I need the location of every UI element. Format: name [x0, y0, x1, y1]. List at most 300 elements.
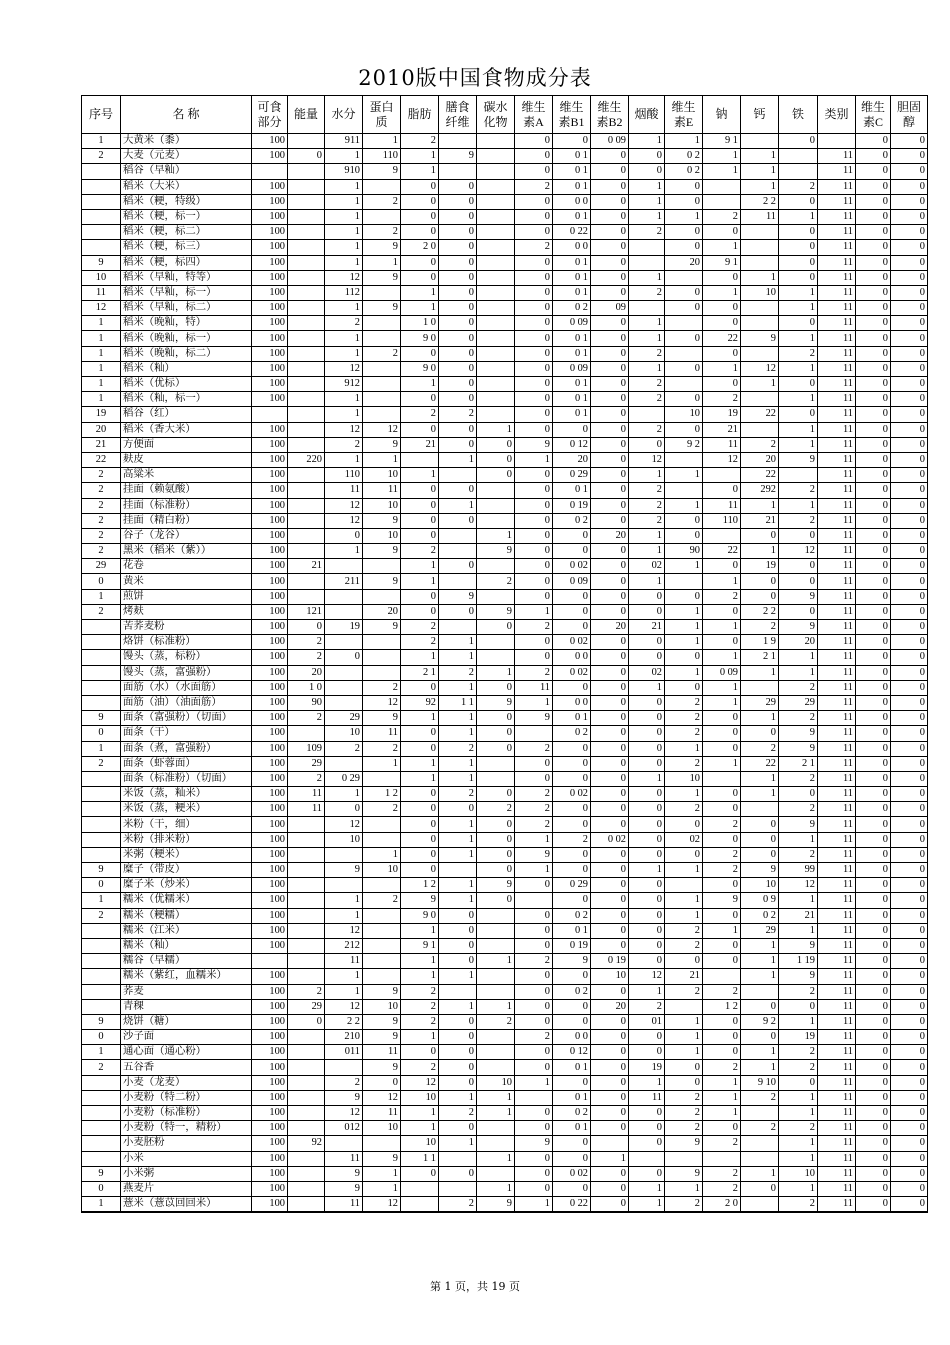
value-cell: 1 — [741, 377, 779, 392]
value-cell: 1 — [401, 969, 439, 984]
table-row — [82, 134, 928, 149]
value-cell: 0 — [891, 301, 928, 316]
value-cell: 0 — [591, 270, 629, 285]
food-name-cell: 稻米（早籼，特等） — [121, 270, 252, 285]
value-cell: 2 — [515, 240, 553, 255]
value-cell: 2 — [515, 665, 553, 680]
value-cell: 1 — [363, 756, 401, 771]
column-header: 钠 — [703, 96, 741, 134]
value-cell: 1 — [515, 832, 553, 847]
value-cell: 0 0 — [553, 240, 591, 255]
value-cell: 0 — [891, 149, 928, 164]
table-row — [82, 483, 928, 498]
value-cell: 1 — [401, 923, 439, 938]
value-cell: 11 — [818, 164, 856, 179]
value-cell — [477, 589, 515, 604]
value-cell — [741, 1106, 779, 1121]
value-cell — [779, 149, 818, 164]
value-cell: 0 — [515, 301, 553, 316]
value-cell: 0 — [891, 528, 928, 543]
value-cell: 9 — [665, 1166, 703, 1181]
row-number-cell: 2 — [82, 498, 121, 513]
value-cell: 0 — [779, 1075, 818, 1090]
value-cell: 12 — [629, 969, 665, 984]
table-row — [82, 620, 928, 635]
row-number-cell — [82, 787, 121, 802]
value-cell: 1 — [401, 711, 439, 726]
value-cell: 0 — [629, 1030, 665, 1045]
value-cell: 0 — [665, 847, 703, 862]
value-cell: 2 — [629, 498, 665, 513]
value-cell: 12 — [779, 544, 818, 559]
value-cell — [363, 771, 401, 786]
value-cell: 0 — [591, 893, 629, 908]
value-cell: 100 — [252, 1060, 288, 1075]
value-cell: 0 — [515, 756, 553, 771]
table-row — [82, 817, 928, 832]
value-cell: 1 — [779, 1014, 818, 1029]
value-cell: 2 — [665, 695, 703, 710]
value-cell: 1 — [591, 1151, 629, 1166]
value-cell — [288, 969, 325, 984]
value-cell: 0 — [515, 923, 553, 938]
value-cell — [477, 225, 515, 240]
value-cell: 1 — [665, 741, 703, 756]
value-cell — [288, 589, 325, 604]
value-cell: 1 — [665, 209, 703, 224]
value-cell — [288, 316, 325, 331]
value-cell — [665, 878, 703, 893]
value-cell: 0 — [591, 771, 629, 786]
column-header: 名 称 — [121, 96, 252, 134]
table-row — [82, 604, 928, 619]
value-cell: 02 — [629, 559, 665, 574]
value-cell: 0 — [856, 954, 891, 969]
row-number-cell: 12 — [82, 301, 121, 316]
value-cell: 1 — [665, 604, 703, 619]
value-cell: 0 — [891, 680, 928, 695]
value-cell: 2 — [439, 741, 477, 756]
value-cell: 0 19 — [553, 498, 591, 513]
value-cell: 100 — [252, 726, 288, 741]
food-name-cell: 苦荞麦粉 — [121, 620, 252, 635]
value-cell: 0 — [515, 270, 553, 285]
value-cell — [477, 270, 515, 285]
row-number-cell: 2 — [82, 604, 121, 619]
value-cell: 1 — [629, 361, 665, 376]
value-cell: 1 — [703, 240, 741, 255]
value-cell: 0 2 — [553, 984, 591, 999]
value-cell: 1 — [629, 544, 665, 559]
value-cell: 0 — [553, 847, 591, 862]
value-cell: 1 — [363, 134, 401, 149]
value-cell: 2 — [665, 1121, 703, 1136]
value-cell: 1 — [477, 528, 515, 543]
value-cell — [363, 179, 401, 194]
value-cell: 0 — [891, 407, 928, 422]
value-cell: 0 — [703, 346, 741, 361]
value-cell: 11 — [818, 255, 856, 270]
value-cell — [363, 665, 401, 680]
value-cell: 11 — [818, 680, 856, 695]
value-cell: 1 — [703, 650, 741, 665]
value-cell: 0 — [439, 285, 477, 300]
value-cell: 10 — [363, 1121, 401, 1136]
row-number-cell: 1 — [82, 377, 121, 392]
value-cell: 2 — [401, 407, 439, 422]
value-cell: 0 — [515, 194, 553, 209]
value-cell: 0 — [891, 240, 928, 255]
value-cell: 100 — [252, 1121, 288, 1136]
value-cell: 0 — [665, 225, 703, 240]
value-cell: 20 — [591, 528, 629, 543]
value-cell: 9 — [439, 589, 477, 604]
value-cell: 19 — [741, 559, 779, 574]
value-cell: 1 — [779, 285, 818, 300]
value-cell: 0 — [891, 589, 928, 604]
value-cell: 0 — [629, 756, 665, 771]
value-cell: 1 — [703, 285, 741, 300]
value-cell — [629, 1151, 665, 1166]
row-number-cell: 20 — [82, 422, 121, 437]
value-cell: 0 — [779, 270, 818, 285]
value-cell: 0 — [477, 741, 515, 756]
value-cell: 0 — [891, 1166, 928, 1181]
value-cell: 9 — [363, 620, 401, 635]
value-cell: 0 — [856, 285, 891, 300]
value-cell — [703, 969, 741, 984]
value-cell — [741, 422, 779, 437]
row-number-cell: 2 — [82, 528, 121, 543]
value-cell: 11 — [818, 604, 856, 619]
food-name-cell: 稻米（晚籼，标二） — [121, 346, 252, 361]
value-cell — [477, 361, 515, 376]
value-cell: 11 — [818, 301, 856, 316]
value-cell — [288, 544, 325, 559]
value-cell: 0 — [515, 969, 553, 984]
value-cell: 11 — [818, 1075, 856, 1090]
table-row — [82, 164, 928, 179]
value-cell: 0 22 — [553, 1197, 591, 1213]
value-cell: 0 29 — [553, 468, 591, 483]
value-cell: 0 12 — [553, 437, 591, 452]
value-cell: 11 — [741, 209, 779, 224]
table-row — [82, 893, 928, 908]
value-cell: 9 — [779, 620, 818, 635]
value-cell — [629, 240, 665, 255]
value-cell: 1 — [477, 665, 515, 680]
value-cell — [665, 483, 703, 498]
value-cell: 0 — [401, 1166, 439, 1181]
row-number-cell: 1 — [82, 893, 121, 908]
value-cell: 21 — [629, 620, 665, 635]
value-cell: 9 — [515, 711, 553, 726]
value-cell: 0 — [591, 240, 629, 255]
value-cell: 9 — [477, 878, 515, 893]
value-cell: 0 1 — [553, 331, 591, 346]
value-cell: 0 — [553, 969, 591, 984]
value-cell: 0 — [629, 711, 665, 726]
value-cell: 12 — [325, 422, 363, 437]
value-cell: 2 — [325, 316, 363, 331]
value-cell: 10 — [401, 1136, 439, 1151]
value-cell: 10 — [363, 863, 401, 878]
value-cell: 211 — [325, 574, 363, 589]
value-cell: 0 — [856, 1090, 891, 1105]
value-cell: 12 — [325, 923, 363, 938]
value-cell — [288, 437, 325, 452]
value-cell: 0 — [891, 771, 928, 786]
value-cell: 1 — [779, 923, 818, 938]
value-cell: 0 — [665, 1075, 703, 1090]
value-cell: 0 — [856, 179, 891, 194]
value-cell: 0 — [553, 863, 591, 878]
value-cell: 0 29 — [553, 878, 591, 893]
value-cell: 0 — [779, 240, 818, 255]
value-cell: 0 — [401, 498, 439, 513]
value-cell: 1 — [401, 301, 439, 316]
value-cell: 11 — [818, 1106, 856, 1121]
value-cell: 100 — [252, 437, 288, 452]
value-cell: 2 — [629, 285, 665, 300]
value-cell: 11 — [818, 832, 856, 847]
value-cell: 2 — [779, 771, 818, 786]
value-cell: 1 — [439, 711, 477, 726]
value-cell: 0 — [856, 863, 891, 878]
row-number-cell — [82, 164, 121, 179]
value-cell: 1 2 — [401, 878, 439, 893]
table-row — [82, 437, 928, 452]
value-cell — [363, 832, 401, 847]
value-cell: 0 — [515, 635, 553, 650]
value-cell: 1 — [439, 498, 477, 513]
food-name-cell: 面条（煮，富强粉） — [121, 741, 252, 756]
value-cell: 0 — [515, 559, 553, 574]
value-cell: 0 — [741, 574, 779, 589]
value-cell: 100 — [252, 665, 288, 680]
value-cell: 0 — [856, 999, 891, 1014]
value-cell: 1 — [401, 377, 439, 392]
value-cell: 0 — [741, 589, 779, 604]
value-cell: 11 — [818, 620, 856, 635]
value-cell: 1 — [477, 1151, 515, 1166]
value-cell: 9 — [363, 1060, 401, 1075]
value-cell: 1 — [629, 270, 665, 285]
value-cell — [288, 134, 325, 149]
value-cell: 2 — [363, 225, 401, 240]
table-row — [82, 422, 928, 437]
value-cell: 0 — [856, 225, 891, 240]
value-cell: 2 — [439, 1106, 477, 1121]
value-cell: 100 — [252, 1030, 288, 1045]
value-cell: 2 — [515, 787, 553, 802]
value-cell: 12 — [325, 361, 363, 376]
food-name-cell: 燕麦片 — [121, 1181, 252, 1196]
column-header: 维生素B2 — [591, 96, 629, 134]
value-cell: 0 — [439, 179, 477, 194]
value-cell: 11 — [703, 498, 741, 513]
value-cell: 0 — [629, 787, 665, 802]
value-cell: 100 — [252, 483, 288, 498]
food-name-cell: 薏米（薏苡回回米） — [121, 1197, 252, 1213]
value-cell — [439, 528, 477, 543]
value-cell: 11 — [288, 787, 325, 802]
value-cell: 0 — [288, 620, 325, 635]
value-cell — [288, 255, 325, 270]
value-cell: 1 — [665, 134, 703, 149]
value-cell: 0 1 — [553, 149, 591, 164]
value-cell: 0 — [591, 665, 629, 680]
value-cell: 0 1 — [553, 1121, 591, 1136]
value-cell: 0 — [591, 741, 629, 756]
value-cell: 0 — [856, 468, 891, 483]
value-cell: 0 — [553, 604, 591, 619]
value-cell — [363, 285, 401, 300]
value-cell: 9 — [553, 954, 591, 969]
value-cell: 11 — [818, 1151, 856, 1166]
value-cell: 0 — [779, 194, 818, 209]
value-cell: 100 — [252, 134, 288, 149]
row-number-cell: 0 — [82, 574, 121, 589]
value-cell: 1 — [325, 452, 363, 467]
value-cell: 1 — [629, 680, 665, 695]
value-cell: 0 — [553, 620, 591, 635]
value-cell: 11 — [818, 452, 856, 467]
value-cell: 0 0 — [553, 1030, 591, 1045]
value-cell: 0 — [439, 604, 477, 619]
value-cell: 0 — [741, 1030, 779, 1045]
value-cell: 0 — [665, 331, 703, 346]
value-cell: 212 — [325, 938, 363, 953]
value-cell: 0 — [703, 377, 741, 392]
value-cell — [288, 498, 325, 513]
value-cell: 0 — [703, 1045, 741, 1060]
value-cell — [779, 468, 818, 483]
food-name-cell: 小麦粉（特一，精粉） — [121, 1121, 252, 1136]
value-cell: 9 1 — [401, 938, 439, 953]
value-cell: 12 — [779, 878, 818, 893]
value-cell — [477, 756, 515, 771]
value-cell: 0 — [856, 756, 891, 771]
value-cell: 0 — [591, 422, 629, 437]
value-cell: 0 — [891, 863, 928, 878]
value-cell: 2 — [703, 589, 741, 604]
food-name-cell: 稻米（晚籼，特） — [121, 316, 252, 331]
value-cell: 10 — [741, 878, 779, 893]
value-cell: 1 — [401, 954, 439, 969]
value-cell: 100 — [252, 1075, 288, 1090]
value-cell: 11 — [818, 954, 856, 969]
value-cell: 0 — [856, 589, 891, 604]
value-cell: 0 — [629, 149, 665, 164]
value-cell: 1 — [629, 134, 665, 149]
value-cell — [665, 1151, 703, 1166]
value-cell: 0 — [891, 726, 928, 741]
value-cell: 1 — [439, 452, 477, 467]
value-cell — [288, 1075, 325, 1090]
value-cell: 0 — [591, 346, 629, 361]
value-cell: 0 — [856, 437, 891, 452]
value-cell: 20 — [591, 620, 629, 635]
value-cell: 0 — [856, 209, 891, 224]
value-cell: 0 — [856, 377, 891, 392]
value-cell: 2 — [779, 179, 818, 194]
value-cell: 1 — [665, 559, 703, 574]
value-cell: 0 — [665, 179, 703, 194]
row-number-cell: 1 — [82, 589, 121, 604]
value-cell: 2 1 — [401, 665, 439, 680]
value-cell: 100 — [252, 620, 288, 635]
value-cell — [439, 468, 477, 483]
value-cell: 0 — [401, 483, 439, 498]
value-cell: 100 — [252, 559, 288, 574]
value-cell: 11 — [818, 863, 856, 878]
value-cell: 20 — [779, 635, 818, 650]
value-cell: 1 — [779, 498, 818, 513]
value-cell: 0 — [741, 832, 779, 847]
value-cell — [325, 878, 363, 893]
value-cell: 0 — [439, 1121, 477, 1136]
value-cell: 0 — [703, 559, 741, 574]
value-cell: 1 — [779, 832, 818, 847]
value-cell: 0 — [891, 544, 928, 559]
value-cell: 0 — [856, 513, 891, 528]
value-cell — [477, 377, 515, 392]
value-cell: 21 — [401, 437, 439, 452]
value-cell: 10 — [665, 771, 703, 786]
value-cell: 20 — [665, 255, 703, 270]
food-name-cell: 稻米（香大米） — [121, 422, 252, 437]
value-cell: 0 — [553, 893, 591, 908]
value-cell: 22 — [703, 544, 741, 559]
row-number-cell: 2 — [82, 756, 121, 771]
value-cell: 29 — [741, 923, 779, 938]
value-cell: 0 — [856, 498, 891, 513]
value-cell: 0 — [515, 650, 553, 665]
value-cell: 9 — [779, 741, 818, 756]
value-cell: 0 — [591, 711, 629, 726]
food-name-cell: 稻谷（早籼） — [121, 164, 252, 179]
value-cell: 0 — [477, 452, 515, 467]
value-cell: 100 — [252, 179, 288, 194]
value-cell: 0 — [856, 1197, 891, 1213]
value-cell: 0 — [891, 847, 928, 862]
value-cell: 0 — [591, 680, 629, 695]
value-cell: 9 — [363, 711, 401, 726]
table-row — [82, 209, 928, 224]
value-cell: 9 1 — [703, 134, 741, 149]
value-cell: 1 — [703, 574, 741, 589]
row-number-cell: 0 — [82, 1030, 121, 1045]
value-cell: 2 — [665, 711, 703, 726]
value-cell: 0 — [665, 954, 703, 969]
value-cell: 29 — [288, 756, 325, 771]
food-name-cell: 稻米（晚籼，标一） — [121, 331, 252, 346]
value-cell: 0 — [891, 817, 928, 832]
value-cell: 2 — [288, 650, 325, 665]
value-cell: 1 — [741, 938, 779, 953]
value-cell: 0 — [779, 134, 818, 149]
value-cell: 2 — [629, 483, 665, 498]
value-cell: 0 — [629, 650, 665, 665]
value-cell: 12 — [325, 999, 363, 1014]
value-cell: 0 — [891, 665, 928, 680]
food-name-cell: 面筋（油）（油面筋） — [121, 695, 252, 710]
food-name-cell: 米饭（蒸，籼米） — [121, 787, 252, 802]
value-cell: 9 0 — [401, 331, 439, 346]
food-name-cell: 挂面（赖氨酸） — [121, 483, 252, 498]
value-cell: 11 — [818, 483, 856, 498]
